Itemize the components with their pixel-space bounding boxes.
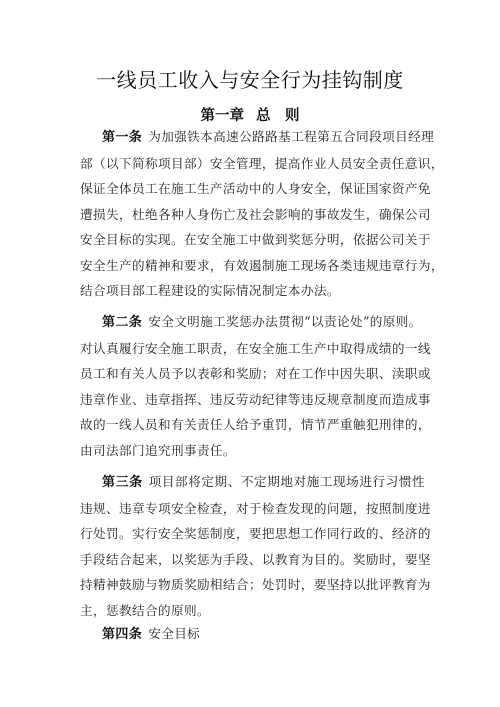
article-label: 第一条 (102, 130, 143, 145)
article-label: 第三条 (102, 475, 143, 490)
article-line: 违规、违章专项安全检查，对于检查发现的问题，按照制度进 (80, 500, 431, 516)
article-line: 违章作业、违章指挥、违反劳动纪律等违反规章制度而造成事 (80, 391, 431, 407)
article-line: 保证全体员工在施工生产活动中的人身安全，保证国家资产免 (80, 181, 431, 196)
article-text: 为加强铁本高速公路路基工程第五合同段项目经理 (148, 129, 435, 144)
article-line: 手段结合起来，以奖惩为手段、以教育为目的。奖励时，要坚 (80, 551, 431, 567)
article-line: 主，惩教结合的原则。 (80, 602, 210, 618)
document-title: 一线员工收入与安全行为挂钩制度 (96, 68, 404, 92)
article-line: 员工和有关人员予以表彰和奖励；对在工作中因失职、渎职或 (80, 366, 431, 381)
article-line (80, 469, 425, 496)
article-line (80, 124, 435, 151)
article-line (80, 621, 425, 648)
article-line: 遭损失，杜绝各种人身伤亡及社会影响的事故发生，确保公司 (80, 206, 431, 222)
article-line: 行处罚。实行安全奖惩制度，要把思想工作同行政的、经济的 (80, 526, 431, 541)
article-line: 由司法部门追究刑事责任。 (80, 442, 236, 458)
chapter-number: 第一章 (200, 108, 244, 124)
article-line: 持精神鼓励与物质奖励相结合；处罚时，要坚持以批评教育为 (80, 577, 431, 592)
article-line: 故的一线人员和有关责任人给予重罚，情节严重触犯刑律的， (80, 417, 431, 432)
chapter-heading (0, 104, 500, 125)
article-line: 对认真履行安全施工职责，在安全施工生产中取得成绩的一线 (80, 340, 431, 356)
article-4 (80, 621, 425, 648)
article-line: 安全生产的精神和要求，有效遏制施工现场各类违规违章行为， (80, 257, 444, 273)
article-3 (80, 469, 431, 623)
article-line: 部（以下简称项目部）安全管理，提高作业人员安全责任意识， (80, 155, 444, 171)
article-text: 安全文明施工奖惩办法贯彻“以责论处”的原则。 (148, 314, 422, 329)
article-2 (80, 309, 431, 463)
article-line (80, 309, 425, 336)
article-line: 结合项目部工程建设的实际情况制定本办法。 (80, 283, 340, 298)
article-text: 安全目标 (148, 626, 201, 641)
article-1 (80, 124, 444, 304)
article-text: 项目部将定期、不定期地对施工现场进行习惯性 (148, 474, 425, 489)
chapter-name: 总 则 (256, 108, 300, 124)
article-label: 第二条 (102, 315, 143, 330)
article-label: 第四条 (102, 627, 143, 642)
article-line: 安全目标的实现。在安全施工中做到奖惩分明，依据公司关于 (80, 232, 431, 247)
